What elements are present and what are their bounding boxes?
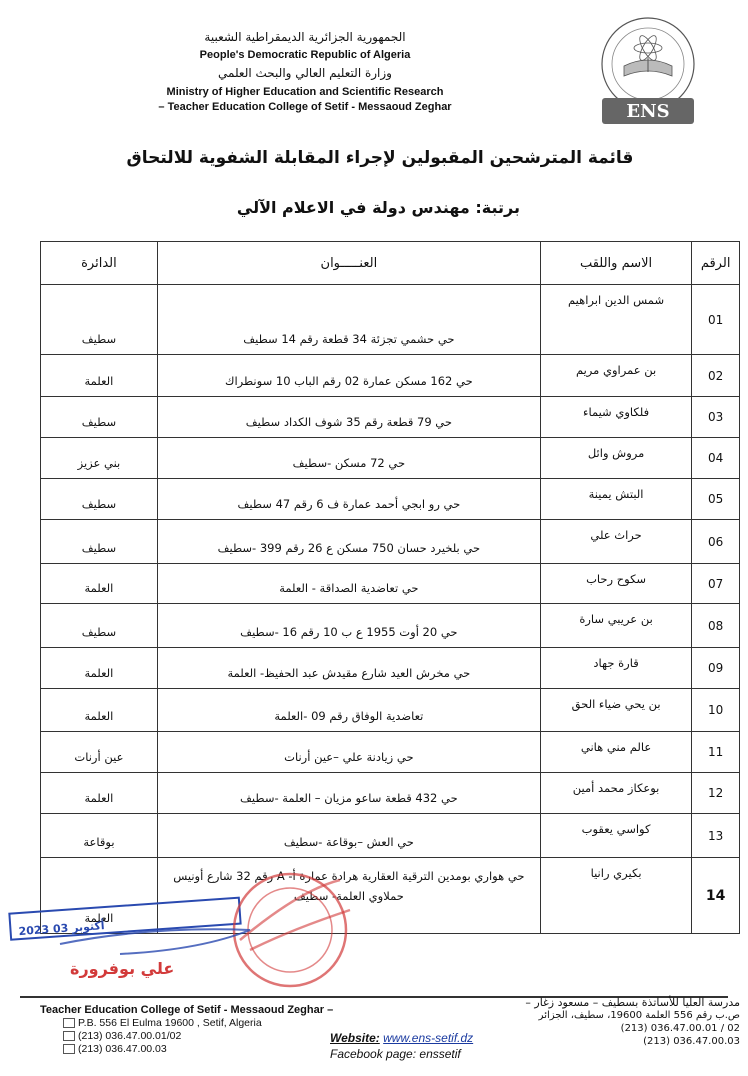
row-num: 12 (692, 773, 740, 814)
footer-middle (330, 1030, 473, 1062)
footer-address-en: P.B. 556 El Eulma 19600 , Setif, Algeria (78, 1017, 262, 1029)
footer-phone-ar: (213) 036.47.00.01 / 02 (620, 1023, 740, 1034)
table-row (41, 397, 740, 438)
row-num: 13 (692, 814, 740, 858)
table-row (41, 773, 740, 814)
mail-icon (63, 1018, 75, 1028)
table-row (41, 732, 740, 773)
footer-left (40, 1004, 333, 1056)
header-name: الاسم واللقب (540, 242, 691, 285)
row-name: بكيري رانيا (540, 858, 691, 934)
fax-icon (63, 1044, 75, 1054)
row-address: حي هواري بومدين الترقية العقارية هرادة عمارة أ- A رقم 32 شارع أونيس حملاوي العلمة- سطيف (157, 858, 540, 934)
phone-icon (63, 1031, 75, 1041)
row-daira: العلمة (41, 858, 158, 934)
website-link[interactable]: www.ens-setif.dz (383, 1031, 474, 1045)
table-row (41, 479, 740, 520)
row-daira: العلمة (41, 355, 158, 397)
ministry-en: Ministry of Higher Education and Scientific Research (166, 86, 444, 98)
candidates-table (40, 241, 740, 934)
table-row (41, 355, 740, 397)
row-name: بن يحي ضياء الحق (540, 689, 691, 732)
row-address: حي العش –بوقاعة -سطيف (157, 814, 540, 858)
row-daira: العلمة (41, 773, 158, 814)
footer-college-en: Teacher Education College of Setif - Messaoud Zeghar – (40, 1004, 334, 1016)
footer-fax: (213) 036.47.00.03 (78, 1043, 167, 1055)
college-logo (588, 14, 708, 132)
row-num: 09 (692, 648, 740, 689)
row-num: 10 (692, 689, 740, 732)
header-daira: الدائرة (41, 242, 158, 285)
ministry-ar: وزارة التعليم العالي والبحث العلمي (218, 66, 392, 80)
row-daira: سطيف (41, 604, 158, 648)
footer-address-ar: ص.ب رقم 556 العلمة 19600، سطيف، الجزائر (538, 1010, 740, 1021)
footer-right (520, 996, 740, 1048)
table-row (41, 689, 740, 732)
website-label: Website: (330, 1031, 380, 1045)
header-num: الرقم (692, 242, 740, 285)
row-daira: سطيف (41, 520, 158, 564)
row-address: حي 162 مسكن عمارة 02 رقم الباب 10 سونطراك (157, 355, 540, 397)
row-name: سكوح رحاب (540, 564, 691, 604)
row-name: بوعكاز محمد أمين (540, 773, 691, 814)
table-row (41, 604, 740, 648)
row-daira: العلمة (41, 689, 158, 732)
page-subtitle: برتبة: مهندس دولة في الاعلام الآلي (236, 198, 520, 217)
row-address: حي 20 أوت 1955 ع ب 10 رقم 16 -سطيف (157, 604, 540, 648)
page-title: قائمة المترشحين المقبولين لإجراء المقابلة الشفوية للالتحاق (126, 148, 634, 168)
republic-en: People's Democratic Republic of Algeria (199, 49, 411, 61)
row-name: شمس الدين ابراهيم (540, 285, 691, 355)
row-name: كواسي يعقوب (540, 814, 691, 858)
row-num: 03 (692, 397, 740, 438)
table-header-row (41, 242, 740, 285)
row-name: قارة جهاد (540, 648, 691, 689)
row-num: 14 (692, 858, 740, 934)
row-num: 02 (692, 355, 740, 397)
row-name: عالم مني هاني (540, 732, 691, 773)
table-row (41, 438, 740, 479)
row-num: 01 (692, 285, 740, 355)
row-address: حي زيادنة علي –عين أرنات (157, 732, 540, 773)
footer-college-ar: مدرسة العليا للأساتذة بسطيف – مسعود زغار – (525, 996, 740, 1009)
row-address: حي 79 قطعة رقم 35 شوف الكداد سطيف (157, 397, 540, 438)
row-daira: سطيف (41, 397, 158, 438)
footer-phone: (213) 036.47.00.01/02 (78, 1030, 182, 1042)
row-daira: العلمة (41, 648, 158, 689)
table-row (41, 564, 740, 604)
republic-ar: الجمهورية الجزائرية الديمقراطية الشعبية (204, 30, 406, 44)
row-name: مروش وائل (540, 438, 691, 479)
row-daira: سطيف (41, 479, 158, 520)
row-num: 07 (692, 564, 740, 604)
row-address: حي مخرش العيد شارع مقيدش عبد الحفيظ- العلمة (157, 648, 540, 689)
row-address: حي 432 قطعة ساعو مزيان – العلمة -سطيف (157, 773, 540, 814)
facebook-page: Facebook page: enssetif (330, 1047, 461, 1061)
row-name: بن عمراوي مريم (540, 355, 691, 397)
row-daira: عين أرنات (41, 732, 158, 773)
row-daira: بوقاعة (41, 814, 158, 858)
row-daira: سطيف (41, 285, 158, 355)
row-num: 04 (692, 438, 740, 479)
row-name: البتش يمينة (540, 479, 691, 520)
official-stamp (0, 870, 360, 990)
row-num: 08 (692, 604, 740, 648)
row-num: 11 (692, 732, 740, 773)
row-name: فلكاوي شيماء (540, 397, 691, 438)
row-address: تعاضدية الوفاق رقم 09 -العلمة (157, 689, 540, 732)
signature-name: علي بوفرورة (70, 959, 175, 978)
college-en: – Teacher Education College of Setif - Messaoud Zeghar (158, 101, 452, 113)
row-name: بن عريبي سارة (540, 604, 691, 648)
stamp-date: 2023 أكتوبر 03 (18, 919, 106, 939)
header-address: العنـــــوان (157, 242, 540, 285)
table-row (41, 648, 740, 689)
row-address: حي بلخيرد حسان 750 مسكن ع 26 رقم 399 -سطيف (157, 520, 540, 564)
row-name: حراث علي (540, 520, 691, 564)
row-daira: بني عزيز (41, 438, 158, 479)
row-address: حي حشمي تجزئة 34 قطعة رقم 14 سطيف (157, 285, 540, 355)
row-num: 05 (692, 479, 740, 520)
row-address: حي تعاضدية الصداقة - العلمة (157, 564, 540, 604)
table-row (41, 285, 740, 355)
table-row (41, 520, 740, 564)
table-row (41, 814, 740, 858)
logo-text: ENS (626, 101, 670, 122)
row-address: حي رو ابجي أحمد عمارة ف 6 رقم 47 سطيف (157, 479, 540, 520)
row-num: 06 (692, 520, 740, 564)
row-address: حي 72 مسكن -سطيف (157, 438, 540, 479)
footer-fax-ar: (213) 036.47.00.03 (643, 1036, 740, 1047)
row-daira: العلمة (41, 564, 158, 604)
